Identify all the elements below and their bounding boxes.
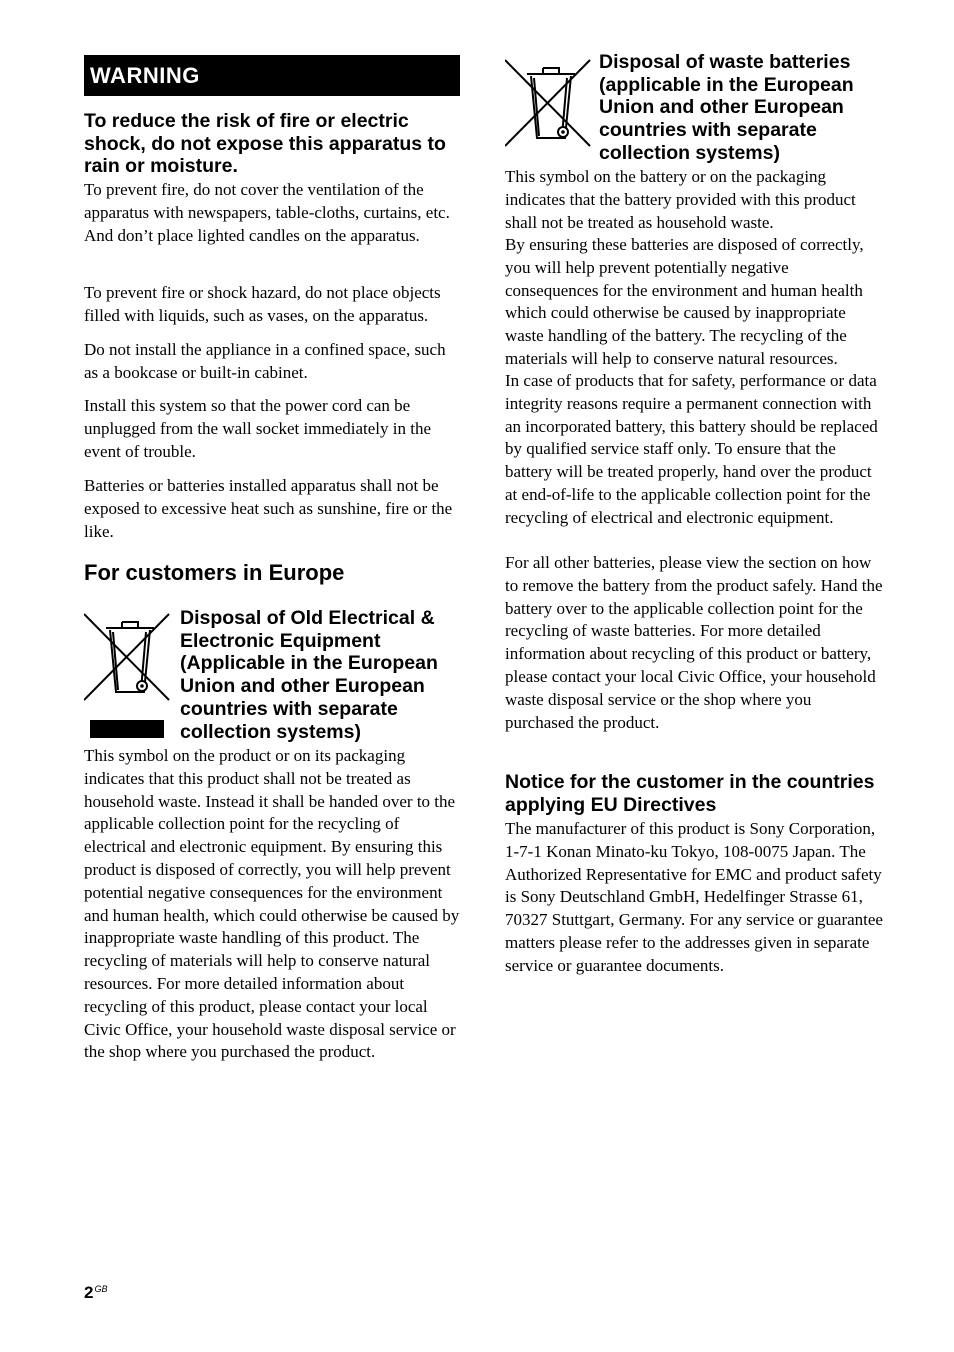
batteries-paragraph: For all other batteries, please view the section on how to remove the battery from the product safely. Hand the battery over to the applicable collection point for the recycling of waste batteries. For more detailed information about recycling of this product or battery, please contact your local Civic Office, your household waste disposal service or the shop where you purchased the product. [505,553,883,732]
warning-paragraph: Install this system so that the power cord can be unplugged from the wall socket immediately in the event of trouble. [84,396,431,461]
warning-banner [84,55,460,96]
weee-text: This symbol on the product or on its packaging indicates that this product shall not be treated as household waste. Instead it shall be handed over to the applicable collection point for the recycling of electrical and electronic equipment. By ensuring this product is disposed of correctly, you will help prevent potential negative consequences for the environment and human health, which could otherwise be caused by inappropriate waste handling of this product. The recycling of materials will help to conserve natural resources. For more detailed information about recycling of this product, please contact your local Civic Office, your household waste disposal service or the shop where you purchased the product. [84,746,460,1062]
warning-paragraph: To prevent fire, do not cover the ventilation of the apparatus with newspapers, table-cloths, curtains, etc. And don’t place lighted candles on the apparatus. [84,180,450,245]
page-number-suffix: GB [94,1284,108,1294]
batteries-paragraph: This symbol on the battery or on the packaging indicates that the battery provided with this product shall not be treated as household waste. [505,167,856,232]
notice-heading: Notice for the customer in the countries applying EU Directives [505,771,875,816]
warning-heading: To reduce the risk of fire or electric shock, do not expose this apparatus to rain or moisture. [84,110,446,178]
batteries-paragraph: In case of products that for safety, performance or data integrity reasons require a permanent connection with an incorporated battery, this battery should be replaced by qualified service staff only. To ensure that the battery will be treated properly, hand over the product at end-of-life to the applicable collection point for the recycling of electrical and electronic equipment. [505,371,878,527]
page-number-value: 2 [84,1283,94,1302]
warning-label: WARNING [90,63,200,88]
crossed-bin-icon [505,58,595,150]
notice-text: The manufacturer of this product is Sony Corporation, 1-7-1 Konan Minato-ku Tokyo, 108-0075 Japan. The Authorized Representative for EMC and product safety is Sony Deutschland GmbH, Hedelfinger Strasse 61, 70327 Stuttgart, Germany. For any service or guarantee matters please refer to the addresses given in separate service or guarantee documents. [505,819,883,975]
warning-paragraph: Batteries or batteries installed apparatus shall not be exposed to excessive heat such as sunshine, fire or the like. [84,476,453,541]
page-number [84,1283,107,1303]
batteries-paragraph: By ensuring these batteries are disposed of correctly, you will help prevent potentially negative consequences for the environment and human health which could otherwise be caused by inappropriate waste handling of the battery. The recycling of the materials will help to conserve natural resources. [505,235,864,368]
europe-heading: For customers in Europe [84,560,345,585]
weee-title: Disposal of Old Electrical & Electronic Equipment (Applicable in the European Union and other European countries with separate collection systems) [180,607,438,743]
crossed-bin-icon [84,612,174,702]
weee-black-bar [90,720,164,738]
batteries-title: Disposal of waste batteries (applicable in the European Union and other European countries with separate collection systems) [599,51,854,164]
warning-paragraph: To prevent fire or shock hazard, do not place objects filled with liquids, such as vases, on the apparatus. [84,283,441,325]
warning-paragraph: Do not install the appliance in a confined space, such as a bookcase or built-in cabinet. [84,340,446,382]
